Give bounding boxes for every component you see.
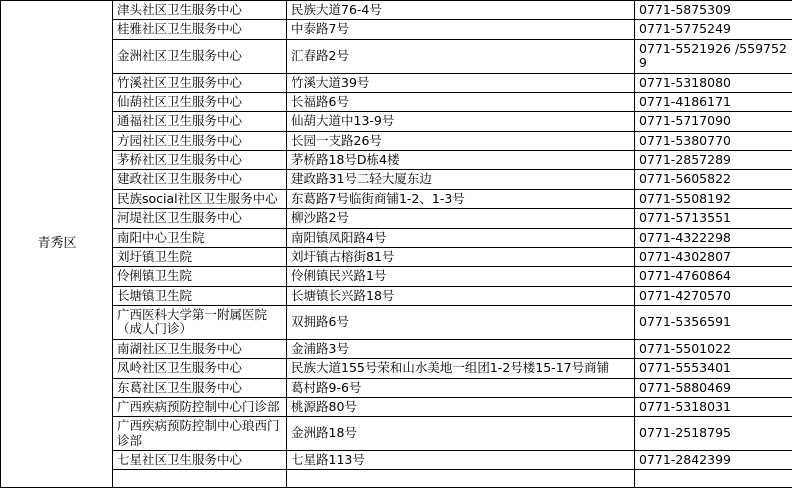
clinic-phone: 0771-4322298	[635, 228, 792, 247]
clinic-name: 刘圩镇卫生院	[113, 247, 287, 266]
clinic-name: 七星社区卫生服务中心	[113, 451, 287, 470]
clinic-name: 建政社区卫生服务中心	[113, 170, 287, 189]
table-row	[1, 112, 792, 131]
clinic-address: 长福路6号	[287, 92, 635, 111]
table-row	[1, 20, 792, 39]
clinic-phone: 0771-2857289	[635, 151, 792, 170]
table-row	[1, 189, 792, 208]
clinic-address: 金浦路3号	[287, 339, 635, 358]
clinic-name: 方园社区卫生服务中心	[113, 131, 287, 150]
clinic-phone: 0771-5553401	[635, 359, 792, 378]
clinic-address: 长园一支路26号	[287, 131, 635, 150]
clinic-address: 茅桥路18号D栋4楼	[287, 151, 635, 170]
clinic-address: 建政路31号二轻大厦东边	[287, 170, 635, 189]
clinic-address: 民族大道76-4号	[287, 1, 635, 20]
clinic-name: 仙葫社区卫生服务中心	[113, 92, 287, 111]
clinic-address: 东葛路7号临街商铺1-2、1-3号	[287, 189, 635, 208]
table-row	[1, 339, 792, 358]
clinic-phone	[635, 470, 792, 488]
clinic-name: 伶俐镇卫生院	[113, 267, 287, 286]
table-row	[1, 451, 792, 470]
clinic-name: 茅桥社区卫生服务中心	[113, 151, 287, 170]
table-row	[1, 131, 792, 150]
clinic-phone: 0771-5717090	[635, 112, 792, 131]
clinic-phone: 0771-5356591	[635, 306, 792, 340]
table-row	[1, 209, 792, 228]
table-row	[1, 359, 792, 378]
clinic-phone: 0771-5508192	[635, 189, 792, 208]
clinic-phone: 0771-5521926 /5597529	[635, 39, 792, 73]
table-row	[1, 1, 792, 20]
clinic-name: 津头社区卫生服务中心	[113, 1, 287, 20]
clinic-address: 仙葫大道中13-9号	[287, 112, 635, 131]
clinic-name: 长塘镇卫生院	[113, 286, 287, 305]
clinic-phone: 0771-5713551	[635, 209, 792, 228]
table-row	[1, 247, 792, 266]
clinic-phone: 0771-5775249	[635, 20, 792, 39]
clinic-address: 双拥路6号	[287, 306, 635, 340]
clinic-phone: 0771-5380770	[635, 131, 792, 150]
clinic-phone: 0771-4760864	[635, 267, 792, 286]
clinic-name: 金洲社区卫生服务中心	[113, 39, 287, 73]
clinic-phone: 0771-2518795	[635, 417, 792, 451]
clinic-phone: 0771-4302807	[635, 247, 792, 266]
clinic-phone: 0771-2842399	[635, 451, 792, 470]
table-row	[1, 92, 792, 111]
clinic-phone: 0771-4270570	[635, 286, 792, 305]
table-body	[1, 1, 792, 488]
clinic-name: 广西医科大学第一附属医院（成人门诊）	[113, 306, 287, 340]
clinic-phone: 0771-5875309	[635, 1, 792, 20]
clinic-phone: 0771-5501022	[635, 339, 792, 358]
clinic-address: 南阳镇凤阳路4号	[287, 228, 635, 247]
clinic-name: 民族social社区卫生服务中心	[113, 189, 287, 208]
table-row	[1, 73, 792, 92]
region-cell: 青秀区	[1, 1, 113, 488]
clinic-address	[287, 470, 635, 488]
clinic-address: 中泰路7号	[287, 20, 635, 39]
table-row	[1, 306, 792, 340]
clinic-name: 广西疾病预防控制中心门诊部	[113, 397, 287, 416]
clinic-name: 广西疾病预防控制中心琅西门诊部	[113, 417, 287, 451]
table-row-partial	[1, 470, 792, 488]
table-row	[1, 170, 792, 189]
clinic-address: 桃源路80号	[287, 397, 635, 416]
clinic-name: 河堤社区卫生服务中心	[113, 209, 287, 228]
clinic-address: 伶俐镇民兴路1号	[287, 267, 635, 286]
clinic-phone: 0771-5880469	[635, 378, 792, 397]
clinic-address: 葛村路9-6号	[287, 378, 635, 397]
clinic-address: 七星路113号	[287, 451, 635, 470]
table-row	[1, 39, 792, 73]
table-row	[1, 417, 792, 451]
clinic-name: 通福社区卫生服务中心	[113, 112, 287, 131]
clinic-address: 柳沙路2号	[287, 209, 635, 228]
table-row	[1, 378, 792, 397]
clinic-name: 南阳中心卫生院	[113, 228, 287, 247]
table-row	[1, 397, 792, 416]
clinic-address: 金洲路18号	[287, 417, 635, 451]
clinic-address: 刘圩镇古榕街81号	[287, 247, 635, 266]
clinic-name	[113, 470, 287, 488]
clinic-address: 民族大道155号荣和山水美地一组团1-2号楼15-17号商铺	[287, 359, 635, 378]
table-row	[1, 286, 792, 305]
clinic-phone: 0771-4186171	[635, 92, 792, 111]
table-row	[1, 151, 792, 170]
clinic-address: 竹溪大道39号	[287, 73, 635, 92]
clinic-address: 汇春路2号	[287, 39, 635, 73]
clinic-name: 竹溪社区卫生服务中心	[113, 73, 287, 92]
clinic-address: 长塘镇长兴路18号	[287, 286, 635, 305]
table-row	[1, 267, 792, 286]
clinic-phone: 0771-5605822	[635, 170, 792, 189]
clinic-name: 东葛社区卫生服务中心	[113, 378, 287, 397]
clinic-phone: 0771-5318080	[635, 73, 792, 92]
clinic-name: 桂雅社区卫生服务中心	[113, 20, 287, 39]
clinic-name: 凤岭社区卫生服务中心	[113, 359, 287, 378]
table-row	[1, 228, 792, 247]
clinic-phone: 0771-5318031	[635, 397, 792, 416]
clinic-name: 南湖社区卫生服务中心	[113, 339, 287, 358]
